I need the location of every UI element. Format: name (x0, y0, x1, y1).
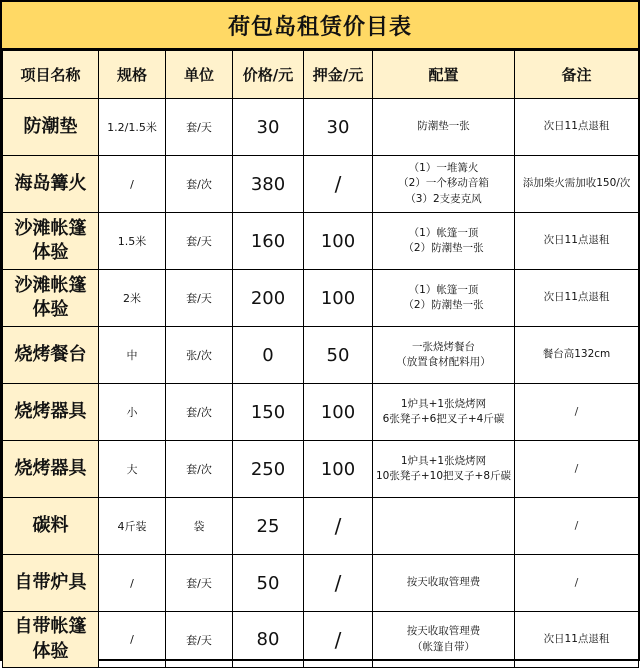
config-cell (373, 612, 515, 668)
deposit-cell: 100 (304, 441, 373, 498)
config-line: （3）2支麦克风 (405, 192, 482, 205)
price-cell: 250 (233, 441, 304, 498)
config-line: （放置食材配料用） (396, 356, 491, 368)
price-cell: 380 (233, 156, 304, 213)
item-name-line: 自带炉具 (14, 571, 87, 593)
spec-cell: / (99, 555, 166, 612)
item-name-line: 沙滩帐篷 (14, 217, 87, 239)
header-note: 备注 (515, 51, 639, 99)
note-cell (515, 327, 639, 384)
note-line: 次日11点退租 (543, 632, 610, 645)
deposit-cell: / (304, 555, 373, 612)
item-name-line: 碳料 (32, 514, 69, 536)
config-cell (373, 498, 515, 555)
item-name-line: 烧烤器具 (14, 400, 87, 422)
item-name-line: 烧烤餐台 (14, 343, 87, 365)
spec-cell: / (99, 156, 166, 213)
note-line: 次日11点退租 (543, 120, 610, 133)
note-line: 次日11点退租 (543, 234, 610, 247)
item-name-cell (3, 498, 99, 555)
unit-cell: 张/次 (166, 327, 233, 384)
item-name-cell (3, 99, 99, 156)
config-line: 1炉具+1张烧烤网 (400, 397, 487, 410)
table-row (3, 327, 639, 384)
config-cell (373, 384, 515, 441)
config-line: （帐篷自带） (412, 640, 475, 653)
note-line: / (574, 405, 579, 419)
spec-cell: / (99, 612, 166, 668)
item-name-cell (3, 555, 99, 612)
config-cell (373, 213, 515, 270)
table-row (3, 612, 639, 668)
note-cell (515, 384, 639, 441)
table-row (3, 441, 639, 498)
price-cell: 0 (233, 327, 304, 384)
item-name-cell (3, 156, 99, 213)
header-row (3, 51, 639, 99)
config-line: （2）防潮垫一张 (403, 299, 484, 311)
item-name-line: 体验 (32, 640, 69, 662)
table-row (3, 498, 639, 555)
header-item-name: 项目名称 (3, 51, 99, 99)
price-cell: 80 (233, 612, 304, 668)
note-line: / (574, 519, 579, 533)
spec-cell: 2米 (99, 270, 166, 327)
header-deposit: 押金/元 (304, 51, 373, 99)
config-line: 6张凳子+6把叉子+4斤碳 (382, 413, 505, 425)
table-row (3, 156, 639, 213)
config-line: 按天收取管理费 (406, 576, 481, 589)
table-row (3, 213, 639, 270)
config-line: 1炉具+1张烧烤网 (400, 454, 487, 467)
item-name-line: 沙滩帐篷 (14, 274, 87, 296)
config-line: （1）帐篷一顶 (408, 226, 479, 239)
spec-cell: 中 (99, 327, 166, 384)
config-line: 按天收取管理费 (406, 625, 481, 638)
deposit-cell: / (304, 156, 373, 213)
unit-cell: 套/次 (166, 384, 233, 441)
header-unit: 单位 (166, 51, 233, 99)
unit-cell: 套/次 (166, 441, 233, 498)
note-line: 餐台高132cm (542, 348, 611, 361)
item-name-line: 烧烤器具 (14, 457, 87, 479)
price-table (2, 50, 639, 668)
item-name-cell (3, 327, 99, 384)
item-name-line: 海岛篝火 (14, 172, 87, 194)
deposit-cell: 100 (304, 384, 373, 441)
item-name-cell (3, 213, 99, 270)
table-row (3, 270, 639, 327)
item-name-cell (3, 441, 99, 498)
note-cell (515, 555, 639, 612)
price-cell: 50 (233, 555, 304, 612)
note-cell (515, 270, 639, 327)
item-name-line: 自带帐篷 (14, 616, 87, 638)
item-name-cell (3, 270, 99, 327)
price-cell: 200 (233, 270, 304, 327)
config-cell (373, 99, 515, 156)
unit-cell: 套/天 (166, 555, 233, 612)
price-cell: 25 (233, 498, 304, 555)
note-line: 添加柴火需加收150/次 (522, 177, 631, 190)
config-line: （1）帐篷一顶 (408, 283, 479, 296)
header-price: 价格/元 (233, 51, 304, 99)
table-row (3, 99, 639, 156)
note-line: / (574, 462, 579, 476)
deposit-cell: / (304, 498, 373, 555)
config-line: 10张凳子+10把叉子+8斤碳 (376, 470, 511, 482)
note-line: 次日11点退租 (543, 291, 610, 304)
price-cell: 30 (233, 99, 304, 156)
table-body (3, 99, 639, 668)
unit-cell: 袋 (166, 498, 233, 555)
table-row (3, 384, 639, 441)
sheet-title: 荷包岛租赁价目表 (2, 2, 638, 50)
config-cell (373, 327, 515, 384)
spec-cell: 小 (99, 384, 166, 441)
note-cell (515, 213, 639, 270)
item-name-line: 防潮垫 (23, 115, 78, 137)
deposit-cell: 50 (304, 327, 373, 384)
deposit-cell: / (304, 612, 373, 668)
deposit-cell: 100 (304, 213, 373, 270)
config-cell (373, 156, 515, 213)
config-line: 防潮垫一张 (417, 120, 470, 133)
item-name-cell (3, 384, 99, 441)
unit-cell: 套/次 (166, 156, 233, 213)
item-name-cell (3, 612, 99, 668)
config-cell (373, 555, 515, 612)
note-line: / (574, 576, 579, 590)
note-cell (515, 498, 639, 555)
config-cell (373, 441, 515, 498)
header-spec: 规格 (99, 51, 166, 99)
note-cell (515, 612, 639, 668)
price-cell: 160 (233, 213, 304, 270)
spec-cell: 4斤装 (99, 498, 166, 555)
deposit-cell: 100 (304, 270, 373, 327)
config-cell (373, 270, 515, 327)
spec-cell: 1.2/1.5米 (99, 99, 166, 156)
config-line: 一张烧烤餐台 (412, 340, 475, 353)
unit-cell: 套/天 (166, 612, 233, 668)
unit-cell: 套/天 (166, 270, 233, 327)
note-cell (515, 441, 639, 498)
item-name-line: 体验 (32, 299, 69, 320)
spec-cell: 1.5米 (99, 213, 166, 270)
config-line: （1）一堆篝火 (408, 162, 479, 175)
note-cell (515, 156, 639, 213)
config-line: （2）一个移动音箱 (398, 177, 489, 190)
deposit-cell: 30 (304, 99, 373, 156)
unit-cell: 套/天 (166, 213, 233, 270)
item-name-line: 体验 (32, 242, 69, 263)
note-cell (515, 99, 639, 156)
header-config: 配置 (373, 51, 515, 99)
table-row (3, 555, 639, 612)
config-line: （2）防潮垫一张 (403, 242, 484, 254)
price-cell: 150 (233, 384, 304, 441)
spec-cell: 大 (99, 441, 166, 498)
unit-cell: 套/天 (166, 99, 233, 156)
